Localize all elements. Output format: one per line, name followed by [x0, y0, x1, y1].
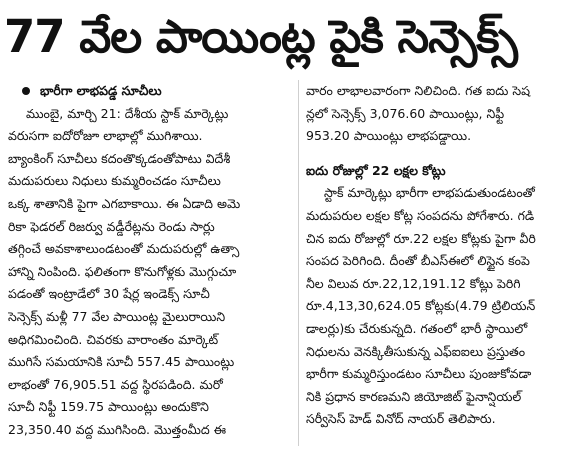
body-line: న్లలో సెన్సెక్స్ 3,076.60 పాయింట్లు, నిఫ్టీ [306, 105, 505, 121]
headline: 77 వేల పాయింట్ల పైకి సెన్సెక్స్ [4, 10, 517, 63]
body-line: సూచీ నిఫ్టీ 159.75 పాయింట్లు అందుకొని [8, 399, 209, 415]
article-left-column [8, 80, 290, 442]
column-divider [298, 80, 299, 446]
body-line: ముంబై, మార్చి 21: దేశీయ స్టాక్ మార్కెట్లు [26, 105, 229, 121]
body-line: మదుపరులు నిధులు కుమ్మరించడం సూచీలు [8, 173, 221, 189]
body-line: 953.20 పాయింట్లు లాభపడ్డాయి. [306, 128, 472, 144]
body-line: సంపద పెరిగింది. దీంతో బీఎస్ఈలో లిస్టైన కంపె [306, 253, 530, 269]
body-line: వరుసగా ఐదోరోజూ లాభాల్లో ముగిశాయి. [8, 128, 203, 144]
body-line: మదుపరుల లక్షల కోట్ల సంపదను పోగేశారు. గడి [306, 207, 535, 223]
body-line: తగ్గించే అవకాశాలుండటంతో మదుపరుల్లో ఉత్సా [8, 241, 240, 257]
bullet-icon [22, 87, 30, 95]
body-line: 23,350.40 వద్ద ముగిసింది. మొత్తంమీద ఈ [8, 421, 227, 437]
body-line: నికి ప్రధాన కారణమని జియోజిట్ ఫైనాన్షియల్ [306, 388, 522, 404]
body-line: చిన ఐదు రోజుల్లో రూ.22 లక్షల కోట్లకు పైగా వీరి [306, 230, 536, 246]
body-line: పడంతో ఇంట్రాడేలో 30 షేర్ల ఇండెక్స్ సూచీ [8, 286, 210, 302]
body-line: నిధులను వెనక్కితీసుకున్న ఎఫ్ఐఐలు ప్రస్తుతం [306, 343, 526, 359]
body-line: నీల విలువ రూ.22,12,191.12 కోట్లు పెరిగి [306, 275, 521, 291]
body-line: ఒక్క శాతానికి పైగా ఎగబాకాయి. ఈ ఏడాది అమె [8, 195, 241, 211]
body-line: డాలర్లు)కు చేరుకున్నది. గతంలో భారీ స్థాయిలో [306, 320, 528, 336]
body-line: సెన్సెక్స్ మళ్లీ 77 వేల పాయింట్ల మైలురాయిని [8, 308, 226, 324]
article-right-column [306, 80, 564, 431]
body-line: స్టాక్ మార్కెట్లు భారీగా లాభపడుతుండటంతో [324, 185, 535, 201]
body-line: వారం లాభాలవారంగా నిలిచింది. గత ఐదు సెష [306, 83, 531, 98]
body-line: రూ.4,13,30,624.05 కోట్లకు(4.79 ట్రిలియన్ [306, 298, 536, 314]
body-line: ముగిసే సమయానికి సూచీ 557.45 పాయింట్లు [8, 354, 235, 370]
right-subheading: ఐదు రోజుల్లో 22 లక్షల కోట్లు [306, 162, 446, 178]
left-subheading: భారీగా లాభపడ్డ సూచీలు [8, 80, 290, 103]
body-line: లాభంతో 76,905.51 వద్ద స్థిరపడింది. మరో [8, 376, 223, 392]
paragraph-gap [306, 148, 564, 160]
body-line: అధిగమించింది. చివరకు వారాంతం మార్కెట్ [8, 331, 219, 347]
body-line: బ్యాంకింగ్ సూచీలు కదంతొక్కడంతోపాటు విదేశీ [8, 150, 231, 166]
body-line: సర్వీసెస్ హెడ్ వినోద్ నాయర్ తెలిపారు. [306, 411, 496, 427]
body-line: భారీగా కుమ్మరిస్తుండటం సూచీలు పుంజుకోవడా [306, 366, 532, 382]
body-line: హాన్ని నింపింది. ఫలితంగా కొనుగోళ్లకు మొగ్గుచూ [8, 263, 237, 279]
body-line: రికా ఫెడరల్ రిజర్వు వడ్డీరేట్లను రెండు సార్లు [8, 218, 215, 234]
